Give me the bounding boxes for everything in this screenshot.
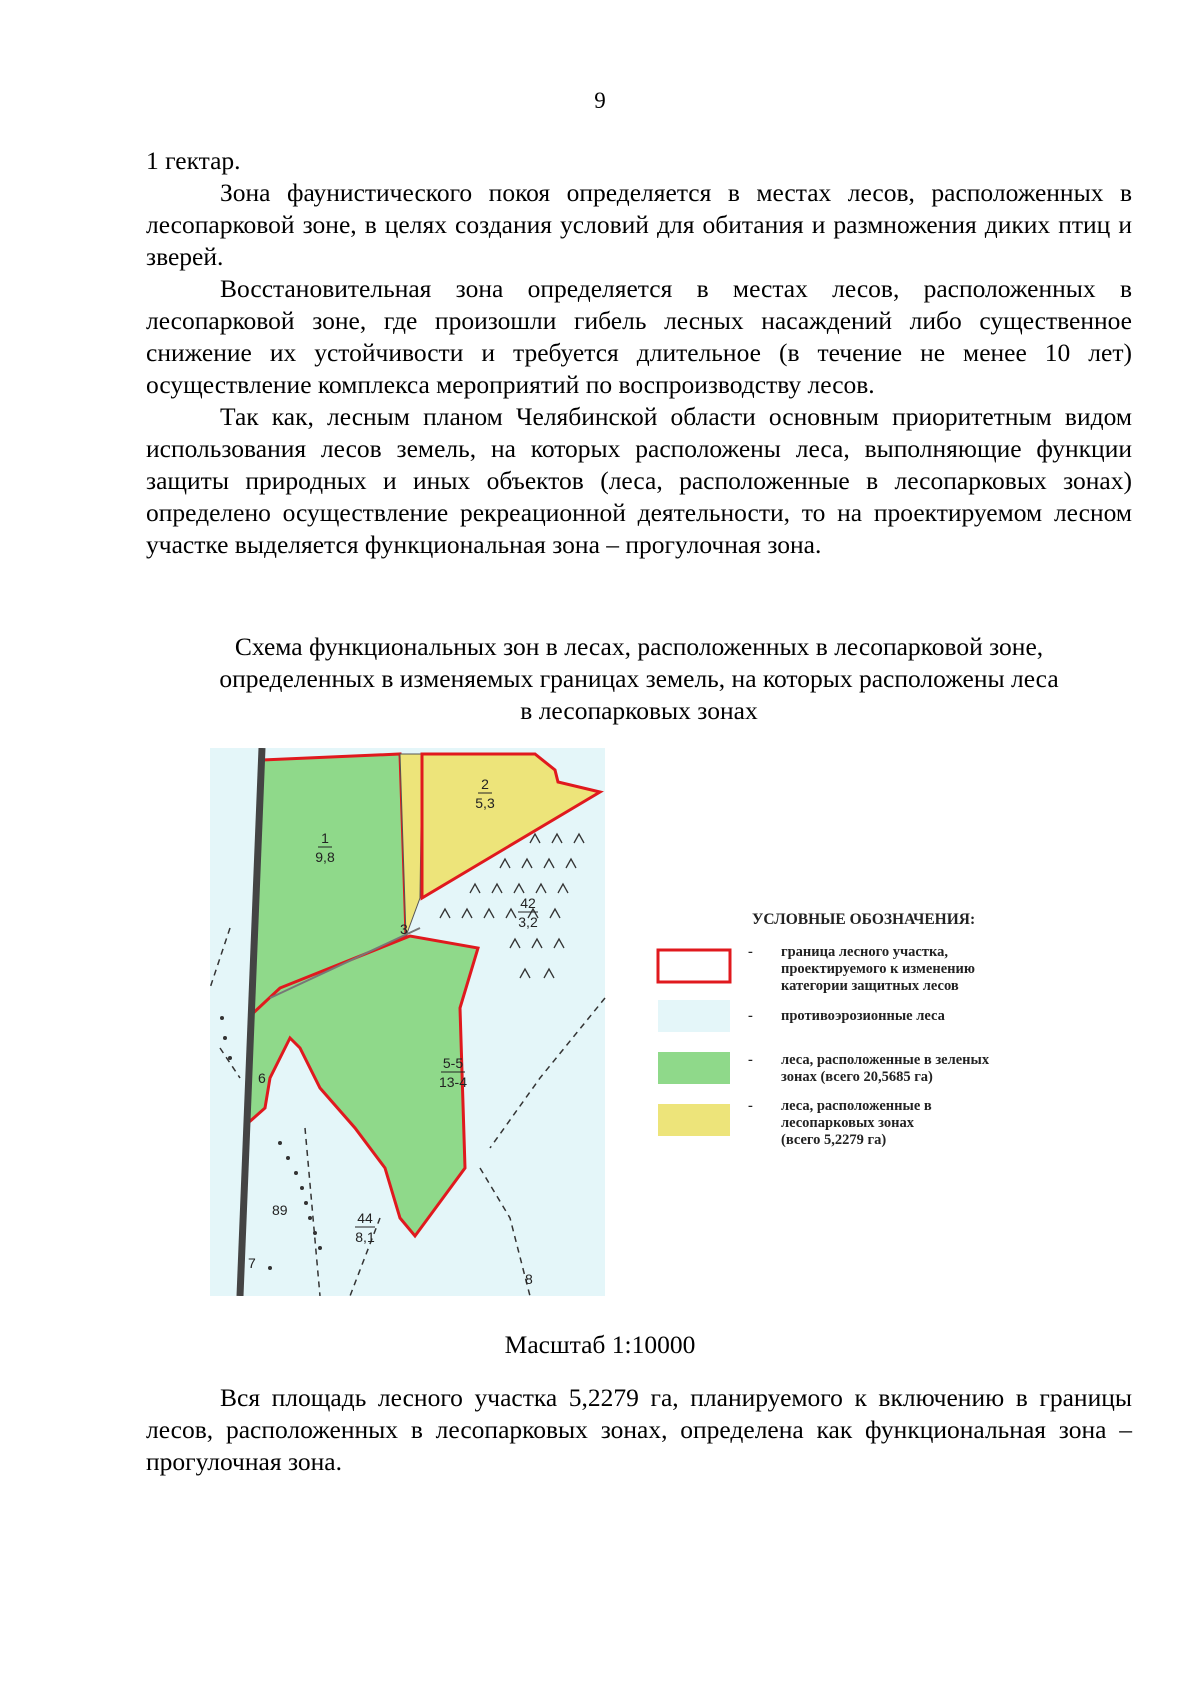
legend-dash-1: -	[748, 944, 753, 960]
caption-line-3: в лесопарковых зонах	[520, 696, 758, 725]
paragraph-continuation: 1 гектар.	[146, 146, 241, 175]
legend-swatch-green-zones	[658, 1052, 730, 1084]
quarter-8-number: 8	[525, 1271, 533, 1287]
quarter-7-number: 7	[248, 1255, 256, 1271]
legend-item-1-line-2: проектируемого к изменению	[781, 961, 975, 977]
legend-dash-2: -	[748, 1008, 753, 1024]
legend-item-4-line-3: (всего 5,2279 га)	[781, 1132, 887, 1148]
quarter-2-area: 5,3	[475, 795, 495, 811]
caption-line-2: определенных в изменяемых границах земель, на которых расположены леса	[219, 664, 1059, 693]
legend-item-1-line-1: граница лесного участка,	[781, 944, 948, 960]
quarter-5-5-area: 13-4	[438, 1074, 468, 1090]
quarter-89-number: 89	[272, 1202, 288, 1218]
quarter-1-area: 9,8	[315, 849, 335, 865]
quarter-1-number: 1	[321, 830, 329, 846]
legend-item-4-line-1: леса, расположенные в	[781, 1098, 932, 1114]
quarter-3-number: 3	[400, 921, 408, 937]
functional-zones-map	[210, 748, 994, 1296]
page-number: 9	[594, 88, 606, 113]
legend-dash-4: -	[748, 1098, 753, 1114]
map-scale: Масштаб 1:10000	[504, 1330, 696, 1359]
legend-item-3-line-2: зонах (всего 20,5685 га)	[781, 1069, 933, 1085]
quarter-6-number: 6	[258, 1070, 266, 1086]
paragraph-recreation: Так как, лесным планом Челябинской области основным приоритетным видом использования лесов земель, на которых расположены леса, выполняющие функции защиты природных и иных объектов (леса, расположенные в лесопарковых зонах) определено осуществление рекреационной деятельности, то на проектируемом лесном участке выделяется функциональная зона – прогулочная зона.	[146, 402, 1132, 559]
quarter-2-number: 2	[481, 776, 489, 792]
legend-dash-3: -	[748, 1052, 753, 1068]
legend-item-3-line-1: леса, расположенные в зеленых	[781, 1052, 990, 1068]
legend-swatch-boundary	[658, 950, 730, 982]
paragraph-restoration-zone: Восстановительная зона определяется в местах лесов, расположенных в лесопарковой зоне, где произошли гибель лесных насаждений либо существенное снижение их устойчивости и требуется длительное (в течение не менее 10 лет) осуществление комплекса мероприятий по воспроизводству лесов.	[146, 274, 1132, 399]
quarter-5-5-number: 5-5	[442, 1055, 464, 1071]
legend-swatch-forest-park	[658, 1104, 730, 1136]
quarter-42-area: 3,2	[518, 914, 538, 930]
quarter-42-number: 42	[520, 895, 536, 911]
legend-title: УСЛОВНЫЕ ОБОЗНАЧЕНИЯ:	[752, 911, 976, 928]
quarter-44-area: 8,1	[355, 1229, 375, 1245]
caption-line-1: Схема функциональных зон в лесах, расположенных в лесопарковой зоне,	[234, 632, 1044, 661]
legend-item-1-line-3: категории защитных лесов	[781, 978, 959, 994]
legend-swatch-erosion	[658, 1000, 730, 1032]
legend-item-4-line-2: лесопарковых зонах	[781, 1115, 915, 1131]
quarter-44-number: 44	[357, 1210, 373, 1226]
paragraph-fauna-zone: Зона фаунистического покоя определяется в местах лесов, расположенных в лесопарковой зоне, в целях создания условий для обитания и размножения диких птиц и зверей.	[146, 178, 1132, 271]
paragraph-conclusion: Вся площадь лесного участка 5,2279 га, планируемого к включению в границы лесов, расположенных в лесопарковых зонах, определена как функциональная зона – прогулочная зона.	[146, 1383, 1132, 1476]
legend-item-2-line-1: противоэрозионные леса	[781, 1008, 945, 1024]
figure-caption	[146, 631, 1132, 727]
